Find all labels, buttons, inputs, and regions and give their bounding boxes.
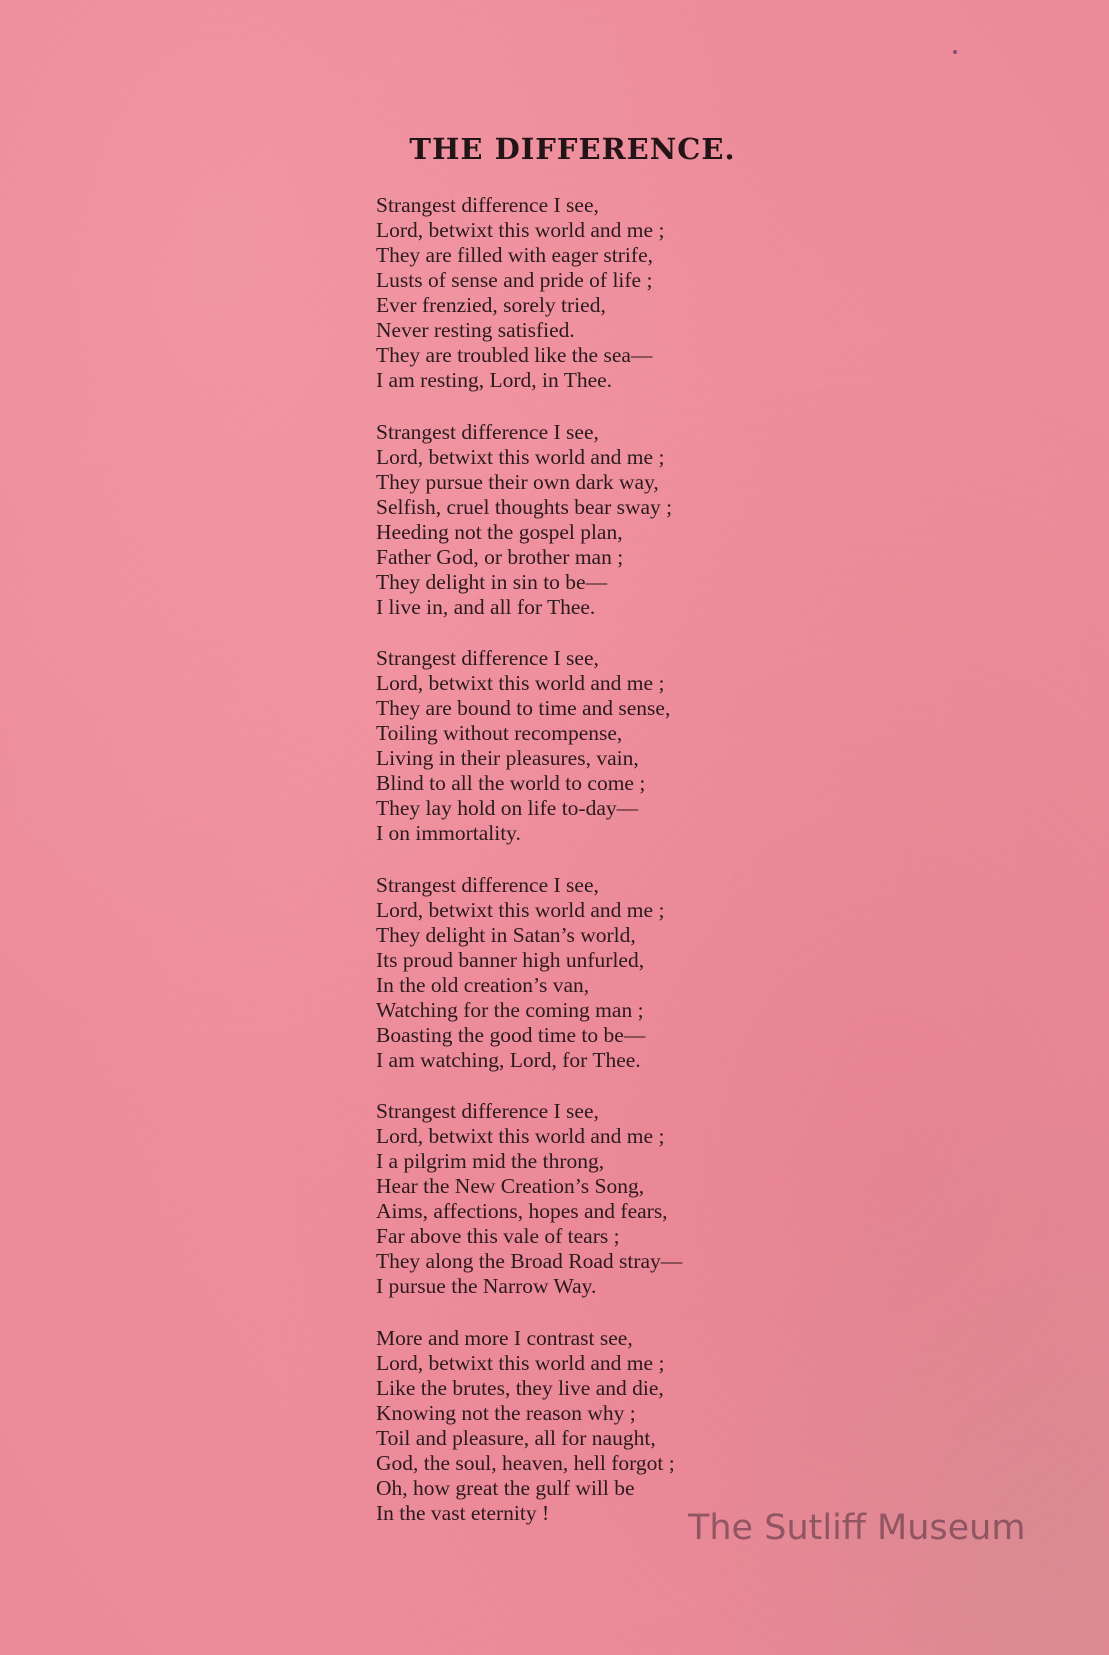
poem-line: Toil and pleasure, all for naught,: [376, 1425, 656, 1450]
poem-line: They along the Broad Road stray—: [376, 1249, 683, 1273]
poem-line: Strangest difference I see,: [376, 646, 599, 670]
poem-line: They pursue their own dark way,: [376, 469, 659, 494]
poem-line: Father God, or brother man ;: [376, 544, 624, 569]
poem-line: They delight in sin to be—: [376, 569, 608, 594]
poem-line: Knowing not the reason why ;: [376, 1400, 636, 1425]
stanza-3: [376, 646, 816, 846]
poem-line: Aims, affections, hopes and fears,: [376, 1199, 668, 1223]
stanza-4: [376, 873, 816, 1073]
poem-line: I pursue the Narrow Way.: [376, 1274, 597, 1298]
poem-line: Lord, betwixt this world and me ;: [376, 218, 665, 242]
poem-line: Toiling without recompense,: [376, 721, 623, 745]
poem-line: Lusts of sense and pride of life ;: [376, 268, 653, 292]
poem-line: Far above this vale of tears ;: [376, 1224, 620, 1248]
stanza-1: [376, 193, 816, 393]
stanza-6: [376, 1326, 816, 1526]
poem-line: Selfish, cruel thoughts bear sway ;: [376, 494, 673, 519]
poem-line: Heeding not the gospel plan,: [376, 519, 623, 544]
poem-line: More and more I contrast see,: [376, 1325, 633, 1350]
poem-line: In the vast eternity !: [376, 1500, 550, 1525]
poem-line: In the old creation’s van,: [376, 972, 590, 997]
poem-line: Like the brutes, they live and die,: [376, 1375, 664, 1400]
poem-line: I on immortality.: [376, 821, 521, 845]
poem-line: They are filled with eager strife,: [376, 243, 653, 267]
poem-line: They lay hold on life to-day—: [376, 796, 639, 820]
poem-line: Lord, betwixt this world and me ;: [376, 897, 665, 922]
poem-line: Watching for the coming man ;: [376, 997, 644, 1022]
poem-line: Never resting satisfied.: [376, 318, 575, 342]
poem-line: I a pilgrim mid the throng,: [376, 1149, 605, 1173]
poem-line: Strangest difference I see,: [376, 872, 599, 897]
poem-line: Ever frenzied, sorely tried,: [376, 293, 606, 317]
poem-line: Oh, how great the gulf will be: [376, 1475, 635, 1500]
poem-title: THE DIFFERENCE.: [409, 132, 736, 166]
poem-line: Strangest difference I see,: [376, 419, 599, 444]
poem-line: Blind to all the world to come ;: [376, 771, 646, 795]
poem-line: They delight in Satan’s world,: [376, 922, 636, 947]
poem-line: Hear the New Creation’s Song,: [376, 1174, 645, 1198]
poem-body: [376, 193, 816, 1552]
ink-speck: [953, 50, 957, 54]
poem-line: God, the soul, heaven, hell forgot ;: [376, 1450, 675, 1475]
poem-line: I am resting, Lord, in Thee.: [376, 368, 613, 392]
poem-line: Lord, betwixt this world and me ;: [376, 1350, 665, 1375]
poem-line: Living in their pleasures, vain,: [376, 746, 639, 770]
poem-line: Lord, betwixt this world and me ;: [376, 444, 665, 469]
stanza-5: [376, 1099, 816, 1299]
stanza-2: [376, 420, 816, 620]
museum-watermark: The Sutliff Museum: [688, 1508, 1026, 1548]
poem-line: I live in, and all for Thee.: [376, 594, 596, 619]
poem-line: They are bound to time and sense,: [376, 696, 671, 720]
poem-line: Its proud banner high unfurled,: [376, 947, 645, 972]
poem-line: Strangest difference I see,: [376, 193, 599, 217]
poem-line: Boasting the good time to be—: [376, 1022, 646, 1047]
poem-line: I am watching, Lord, for Thee.: [376, 1047, 641, 1072]
poem-line: Lord, betwixt this world and me ;: [376, 1124, 665, 1148]
poem-line: Lord, betwixt this world and me ;: [376, 671, 665, 695]
poem-line: They are troubled like the sea—: [376, 343, 653, 367]
poem-line: Strangest difference I see,: [376, 1099, 599, 1123]
